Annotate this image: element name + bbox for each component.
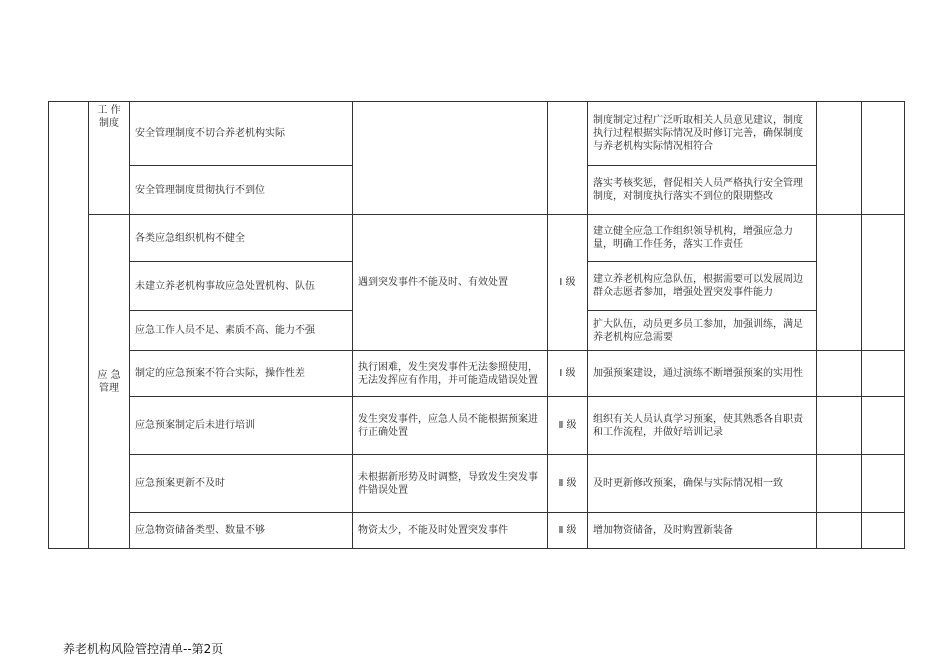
risk-point-cell: 各类应急组织机构不健全	[130, 215, 353, 262]
blank-cell	[862, 455, 905, 513]
blank-cell	[862, 513, 905, 549]
risk-level-cell: Ⅱ 级	[548, 513, 588, 549]
risk-level-cell: Ⅱ 级	[548, 455, 588, 513]
risk-control-table	[48, 101, 905, 549]
risk-point-cell: 应急工作人员不足、素质不高、能力不强	[130, 311, 353, 351]
risk-point-cell: 应急物资储备类型、数量不够	[130, 513, 353, 549]
category-work-system: 工 作 制度	[89, 102, 130, 215]
table-row	[49, 215, 905, 262]
control-measure-cell: 制度制定过程广泛听取相关人员意见建议，制度执行过程根据实际情况及时修订完善，确保制度与养老机构实际情况相符合	[588, 102, 817, 166]
blank-cell	[862, 397, 905, 455]
blank-cell	[817, 455, 862, 513]
page-footer: 养老机构风险管控清单--第2页	[63, 642, 224, 656]
risk-point-cell: 安全管理制度不切合养老机构实际	[130, 102, 353, 166]
risk-point-cell: 未建立养老机构事故应急处置机构、队伍	[130, 262, 353, 311]
risk-level-cell: Ⅰ 级	[548, 351, 588, 397]
blank-cell	[817, 351, 862, 397]
consequence-cell	[353, 102, 548, 215]
consequence-cell: 遇到突发事件不能及时、有效处置	[353, 215, 548, 351]
blank-cell	[817, 102, 862, 215]
blank-cell	[817, 513, 862, 549]
risk-level-cell: Ⅰ 级	[548, 215, 588, 351]
table-row	[49, 455, 905, 513]
category-emergency-management: 应 急 管理	[89, 215, 130, 549]
control-measure-cell: 增加物资储备，及时购置新装备	[588, 513, 817, 549]
control-measure-cell: 建立养老机构应急队伍，根据需要可以发展周边群众志愿者参加，增强处置突发事件能力	[588, 262, 817, 311]
control-measure-cell: 加强预案建设，通过演练不断增强预案的实用性	[588, 351, 817, 397]
control-measure-cell: 落实考核奖惩，督促相关人员严格执行安全管理制度，对制度执行落实不到位的限期整改	[588, 166, 817, 215]
blank-cell	[817, 215, 862, 351]
blank-cell	[862, 215, 905, 351]
control-measure-cell: 扩大队伍，动员更多员工参加，加强训练，满足养老机构应急需要	[588, 311, 817, 351]
consequence-cell: 执行困难，发生突发事件无法参照使用，无法发挥应有作用，并可能造成错误处置	[353, 351, 548, 397]
consequence-cell: 未根据新形势及时调整，导致发生突发事件错误处置	[353, 455, 548, 513]
control-measure-cell: 组织有关人员认真学习预案，使其熟悉各自职责和工作流程，并做好培训记录	[588, 397, 817, 455]
blank-cell	[862, 102, 905, 215]
risk-point-cell: 应急预案制定后未进行培训	[130, 397, 353, 455]
consequence-cell: 发生突发事件，应急人员不能根据预案进行正确处置	[353, 397, 548, 455]
risk-level-cell	[548, 102, 588, 215]
table-row	[49, 513, 905, 549]
risk-point-cell: 安全管理制度贯彻执行不到位	[130, 166, 353, 215]
consequence-cell: 物资太少，不能及时处置突发事件	[353, 513, 548, 549]
table-row	[49, 397, 905, 455]
risk-point-cell: 应急预案更新不及时	[130, 455, 353, 513]
table-row	[49, 102, 905, 166]
control-measure-cell: 及时更新修改预案，确保与实际情况相一致	[588, 455, 817, 513]
blank-cell	[817, 397, 862, 455]
blank-cell	[862, 351, 905, 397]
risk-point-cell: 制定的应急预案不符合实际，操作性差	[130, 351, 353, 397]
blank-first-column-cell	[49, 102, 89, 549]
risk-level-cell: Ⅱ 级	[548, 397, 588, 455]
control-measure-cell: 建立健全应急工作组织领导机构，增强应急力量，明确工作任务，落实工作责任	[588, 215, 817, 262]
table-row	[49, 351, 905, 397]
